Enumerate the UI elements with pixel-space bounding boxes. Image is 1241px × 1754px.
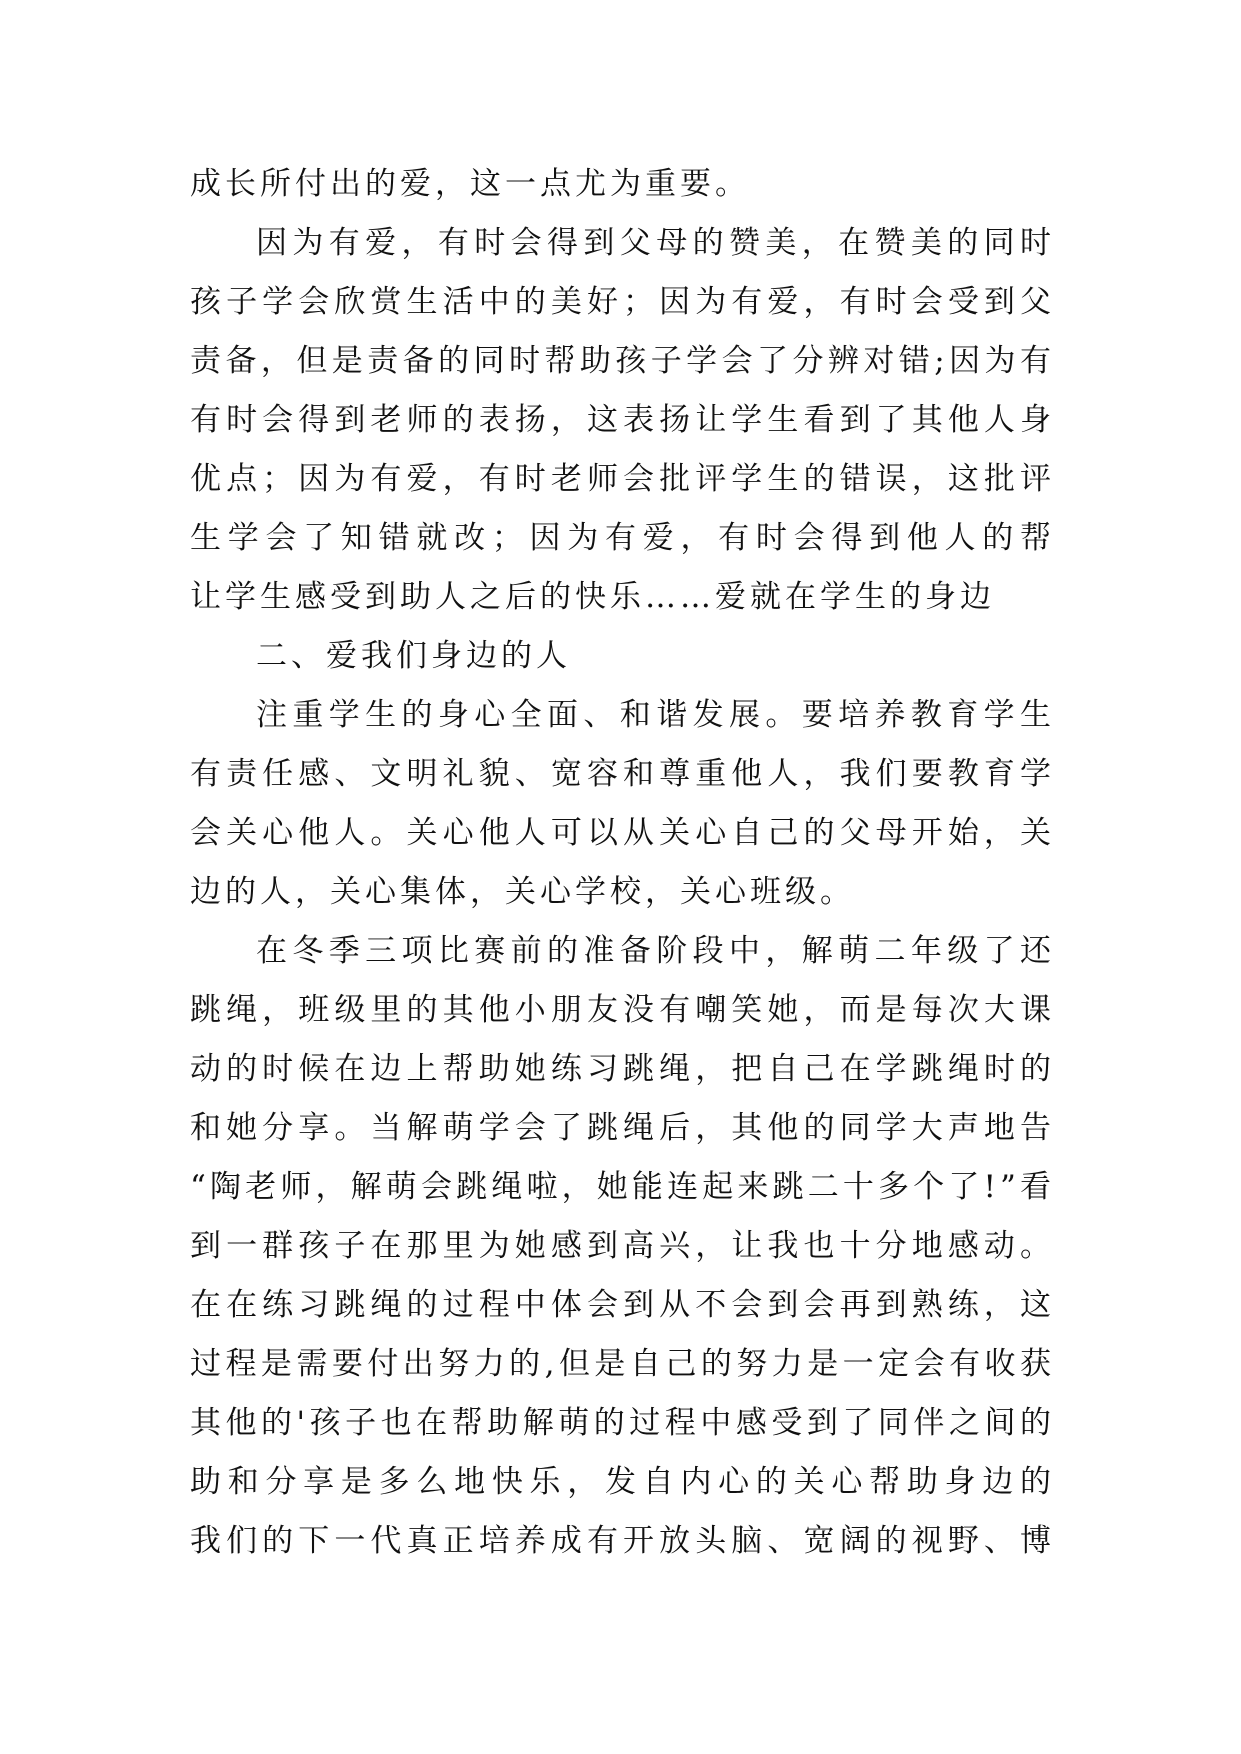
text-line: 在在练习跳绳的过程中体会到从不会到会再到熟练，这: [190, 1287, 1055, 1323]
paragraph-first-line: 注重学生的身心全面、和谐发展。要培养教育学生: [256, 697, 1055, 733]
text-line: 有责任感、文明礼貌、宽容和尊重他人，我们要教育学: [190, 756, 1055, 792]
text-line: 过程是需要付出努力的,但是自己的努力是一定会有收获: [190, 1346, 1055, 1382]
text-line: 有时会得到老师的表扬，这表扬让学生看到了其他人身: [190, 402, 1055, 438]
text-line: 生学会了知错就改；因为有爱，有时会得到他人的帮: [190, 520, 1055, 556]
text-line: “陶老师，解萌会跳绳啦，她能连起来跳二十多个了!”看: [190, 1169, 1055, 1205]
text-line: 助和分享是多么地快乐，发自内心的关心帮助身边的: [190, 1464, 1055, 1500]
text-line: 到一群孩子在那里为她感到高兴，让我也十分地感动。: [190, 1228, 1055, 1264]
text-line: 其他的'孩子也在帮助解萌的过程中感受到了同伴之间的: [190, 1405, 1055, 1441]
text-line: 跳绳，班级里的其他小朋友没有嘲笑她，而是每次大课: [190, 992, 1055, 1028]
text-line: 责备，但是责备的同时帮助孩子学会了分辨对错;因为有: [190, 343, 1055, 379]
text-line: 动的时候在边上帮助她练习跳绳，把自己在学跳绳时的: [190, 1051, 1055, 1087]
document-body: [190, 155, 1055, 1571]
text-line: 优点；因为有爱，有时老师会批评学生的错误，这批评: [190, 461, 1055, 497]
text-line: 边的人，关心集体，关心学校，关心班级。: [190, 874, 855, 910]
text-line: 我们的下一代真正培养成有开放头脑、宽阔的视野、博: [190, 1523, 1055, 1559]
text-line: 成长所付出的爱，这一点尤为重要。: [190, 166, 750, 202]
paragraph-first-line: 因为有爱，有时会得到父母的赞美，在赞美的同时: [256, 225, 1055, 261]
paragraph-first-line: 在冬季三项比赛前的准备阶段中，解萌二年级了还: [256, 933, 1055, 969]
text-line: 让学生感受到助人之后的快乐……爱就在学生的身边: [190, 579, 995, 615]
paragraph-first-line: 二、爱我们身边的人: [256, 638, 571, 674]
text-line: 孩子学会欣赏生活中的美好；因为有爱，有时会受到父: [190, 284, 1055, 320]
text-line: 和她分享。当解萌学会了跳绳后，其他的同学大声地告: [190, 1110, 1055, 1146]
text-line: 会关心他人。关心他人可以从关心自己的父母开始，关: [190, 815, 1055, 851]
